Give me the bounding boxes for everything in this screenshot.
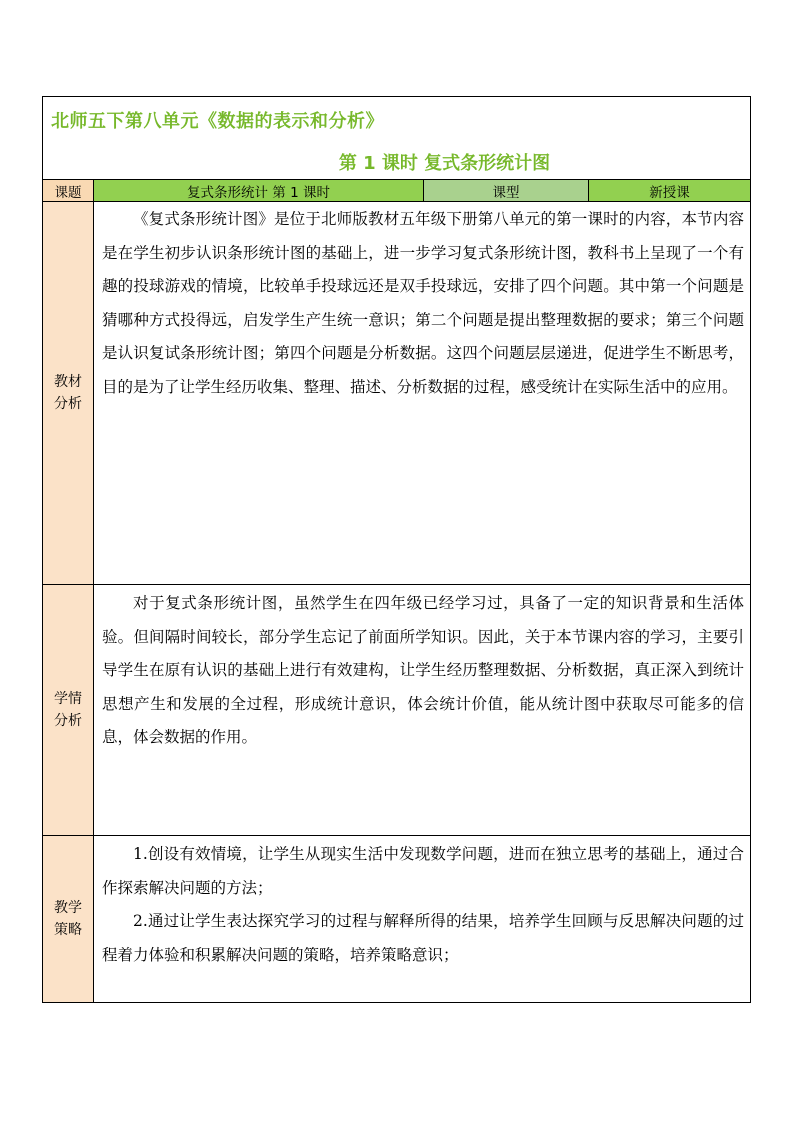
student-analysis-row — [43, 585, 750, 836]
paragraph: 对于复式条形统计图，虽然学生在四年级已经学习过，具备了一定的知识背景和生活体验。但间隔时间较长，部分学生忘记了前面所学知识。因此，关于本节课内容的学习，主要引导学生在原有认识的基础上进行有效建构，让学生经历整理数据、分析数据，真正深入到统计思想产生和发展的全过程，形成统计意识，体会统计价值，能从统计图中获取尽可能多的信息，体会数据的作用。 — [102, 594, 744, 746]
type-value: 新授课 — [589, 180, 750, 201]
student-analysis-label: 学情分析 — [43, 585, 94, 835]
textbook-analysis-row — [43, 202, 750, 585]
subject-label: 课题 — [43, 180, 94, 201]
header-row — [43, 180, 750, 202]
sub-title: 第 1 课时 复式条形统计图 — [338, 153, 551, 174]
paragraph: 2.通过让学生表达探究学习的过程与解释所得的结果，培养学生回顾与反思解决问题的过程着力体验和积累解决问题的策略，培养策略意识； — [102, 912, 744, 964]
type-label: 课型 — [424, 180, 589, 201]
textbook-analysis-content — [94, 202, 750, 584]
teaching-strategy-content — [94, 836, 750, 1002]
paragraph: 《复式条形统计图》是位于北师版教材五年级下册第八单元的第一课时的内容，本节内容是在学生初步认识条形统计图的基础上，进一步学习复式条形统计图，教科书上呈现了一个有趣的投球游戏的情境，比较单手投球远还是双手投球远，安排了四个问题。其中第一个问题是猜哪种方式投得远，启发学生产生统一意识；第二个问题是提出整理数据的要求；第三个问题是认识复试条形统计图；第四个问题是分析数据。这四个问题层层递进，促进学生不断思考，目的是为了让学生经历收集、整理、描述、分析数据的过程，感受统计在实际生活中的应用。 — [102, 210, 744, 396]
main-title: 北师五下第八单元《数据的表示和分析》 — [51, 111, 384, 132]
subject-value: 复式条形统计 第 1 课时 — [94, 180, 424, 201]
title-block — [43, 97, 750, 180]
paragraph: 1.创设有效情境，让学生从现实生活中发现数学问题，进而在独立思考的基础上，通过合作探索解决问题的方法； — [102, 845, 744, 897]
textbook-analysis-label: 教材分析 — [43, 202, 94, 584]
student-analysis-content — [94, 585, 750, 835]
teaching-strategy-row — [43, 836, 750, 1002]
lesson-plan-table — [42, 96, 751, 1003]
teaching-strategy-label: 教学策略 — [43, 836, 94, 1002]
